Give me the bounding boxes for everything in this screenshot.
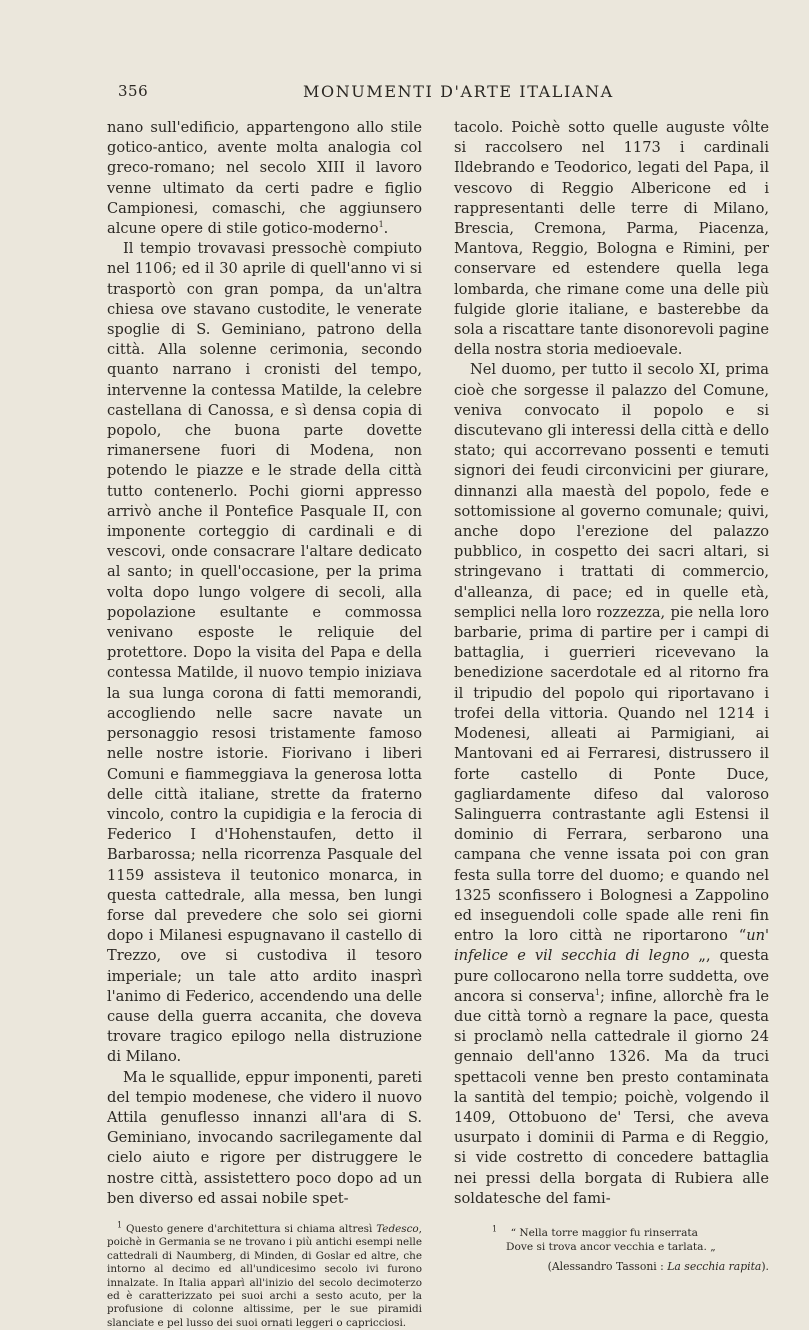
paragraph (454, 360, 769, 1209)
paragraph-text: „, questa pure collocarono nella torre suddetta, ove ancora si conserva (454, 947, 769, 1005)
footnote (107, 1220, 422, 1330)
verse-line: Dove si trova ancor vecchia e tarlata. „ (506, 1240, 716, 1253)
page-number: 356 (118, 82, 149, 100)
verse-line (492, 1224, 769, 1241)
verse-text: “ Nella torre maggior fu rinserrata (510, 1226, 698, 1239)
verse-footnote (454, 1224, 769, 1274)
page-header (118, 82, 778, 106)
footnote-ref: 1 (594, 987, 600, 997)
paragraph: Ma le squallide, eppur imponenti, pareti del tempio modenese, che videro il nuovo Attila genuflesso innanzi all'ara di S. Geminiano, invocando sacrilegamente dal cielo aiuto e rigore per distruggere le nostre città, assistettero poco dopo ad un ben diverso ed assai nobile spet- (107, 1068, 422, 1207)
footnote-text: Questo genere d'architettura si chiama altresì (125, 1222, 373, 1235)
footnote-mark: 1 (117, 1220, 123, 1230)
attribution-author: (Alessandro Tassoni : (547, 1260, 664, 1274)
paragraph-text: nano sull'edificio, appartengono allo stile gotico-antico, avente molta analogia col greco-romano; nel secolo XIII il lavoro venne ultimato da certi padre e figlio Campionesi, comaschi, che aggiunsero alcune opere di stile gotico-moderno (107, 119, 422, 238)
right-column (454, 118, 769, 1274)
verse-attribution (492, 1260, 769, 1274)
left-column (107, 118, 422, 1330)
attribution-end: ). (761, 1260, 769, 1274)
paragraph: Il tempio trovavasi pressochè compiuto nel 1106; ed il 30 aprile di quell'anno vi si trasportò con gran pompa, da un'altra chiesa ove stavano custodite, le venerate spoglie di S. Geminiano, patrono della città. Alla solenne cerimonia, secondo quanto narrano i cronisti del tempo, intervenne la contessa Matilde, la celebre castellana di Canossa, e sì densa copia di popolo, che buona parte dovette rimanersene fuori di Modena, non potendo le piazze e le strade della città tutto contenerlo. Pochi giorni appresso arrivò anche il Pontefice Pasquale II, con imponente corteggio di cardinali e di vescovi, onde consacrare l'altare dedicato al santo; in quell'occasione, per la prima volta dopo lungo volgere di secoli, alla popolazione esultante e commossa venivano esposte le reliquie del protettore. Dopo la visita del Papa e della contessa Matilde, il nuovo tempio iniziava la sua lunga corona di fatti memorandi, accogliendo nelle sacre navate un personaggio resosi tristamente famoso nelle nostre istorie. Fiorivano i liberi Comuni e fiammeggiava la generosa lotta delle città italiane, strette da fraterno vincolo, contro la cupidigia e la ferocia di Federico I d'Hohenstaufen, detto il Barbarossa; nella ricorrenza Pasquale del 1159 assisteva il teutonico monarca, in questa cattedrale, alla messa, ben lungi forse dal prevedere che solo sei giorni dopo i Milanesi espugnavano il castello di Trezzo, ove si custodiva il tesoro imperiale; un tale atto ardito inasprì l'animo di Federico, accendendo una delle cause della guerra accanita, che doveva trovare tragico epilogo nella distruzione di Milano. (107, 240, 422, 1066)
paragraph-text: Nel duomo, per tutto il secolo XI, prima cioè che sorgesse il palazzo del Comune, veniva convocato il popolo e si discutevano gli interessi della città e dello stato; qui accorrevano possenti e temuti signori dei feudi circonvicini per giurare, dinnanzi alla maestà del popolo, fede e sottomissione al governo comunale; quivi, anche dopo l'erezione del palazzo pubblico, in cospetto dei sacri altari, si stringevano i trattati di commercio, d'alleanza, di pace; ed in quelle età, semplici nella loro rozzezza, pie nella loro barbarie, prima di partire per i campi di battaglia, i guerrieri ricevevano la benedizione sacerdotale ed al ritorno fra il tripudio del popolo qui riportavano i trofei della vittoria. Quando nel 1214 i Modenesi, alleati ai Parmigiani, ai Mantovani ed ai Ferraresi, distrussero il forte castello di Ponte Duce, gagliardamente difeso dal valoroso Salinguerra contrastante agli Estensi il dominio di Ferrara, serbarono una campana che venne issata poi con gran festa sulla torre del duomo; e quando nel 1325 sconfissero i Bolognesi a Zappolino ed inseguendoli colle spade alle reni fin entro la loro città ne riportarono “ (454, 361, 769, 945)
footnote-text: , poichè in Germania se ne trovano i più antichi esempi nelle cattedrali di Naumberg, di Minden, di Goslar ed altre, che intorno al decimo ed all'undicesimo secolo ivi furono innalzate. In Italia apparì all'inizio del secolo decimoterzo ed è caratterizzato pei suoi archi a sesto acuto, per la profusione di colonne altissime, per le sue piramidi slanciate e pel lusso dei suoi ornati leggeri o capricciosi. (107, 1222, 422, 1329)
paragraph-text: ; infine, allorchè fra le due città tornò a regnare la pace, questa si proclamò nella cattedrale il giorno 24 gennaio dell'anno 1326. Ma da truci spettacoli venne ben presto contaminata la santità del tempio; poichè, volgendo il 1409, Ottobuono de' Tersi, che aveva usurpato i dominii di Parma e di Reggio, si vide costretto di concedere battaglia nei pressi della borgata di Rubiera alle soldatesche del fami- (454, 987, 769, 1207)
footnote-ref: 1 (378, 220, 384, 230)
paragraph-text: . (383, 220, 389, 238)
quoted-italic: un' infelice e vil secchia di legno (454, 927, 769, 965)
paragraph (107, 118, 422, 239)
footnote-mark: 1 (492, 1224, 498, 1234)
running-title: MONUMENTI D'ARTE ITALIANA (303, 82, 614, 101)
attribution-work: La secchia rapita (667, 1260, 762, 1274)
footnote-italic: Tedesco (376, 1222, 419, 1235)
paragraph: tacolo. Poichè sotto quelle auguste vôlte si raccolsero nel 1173 i cardinali Ildebrando e Teodorico, legati del Papa, il vescovo di Reggio Albericone ed i rappresentanti delle terre di Milano, Brescia, Cremona, Parma, Piacenza, Mantova, Reggio, Bologna e Rimini, per conservare ed estendere quella lega lombarda, che rimane come una delle più fulgide glorie italiane, e basterebbe da sola a riscattare tante disonorevoli pagine della nostra storia medioevale. (454, 119, 769, 359)
